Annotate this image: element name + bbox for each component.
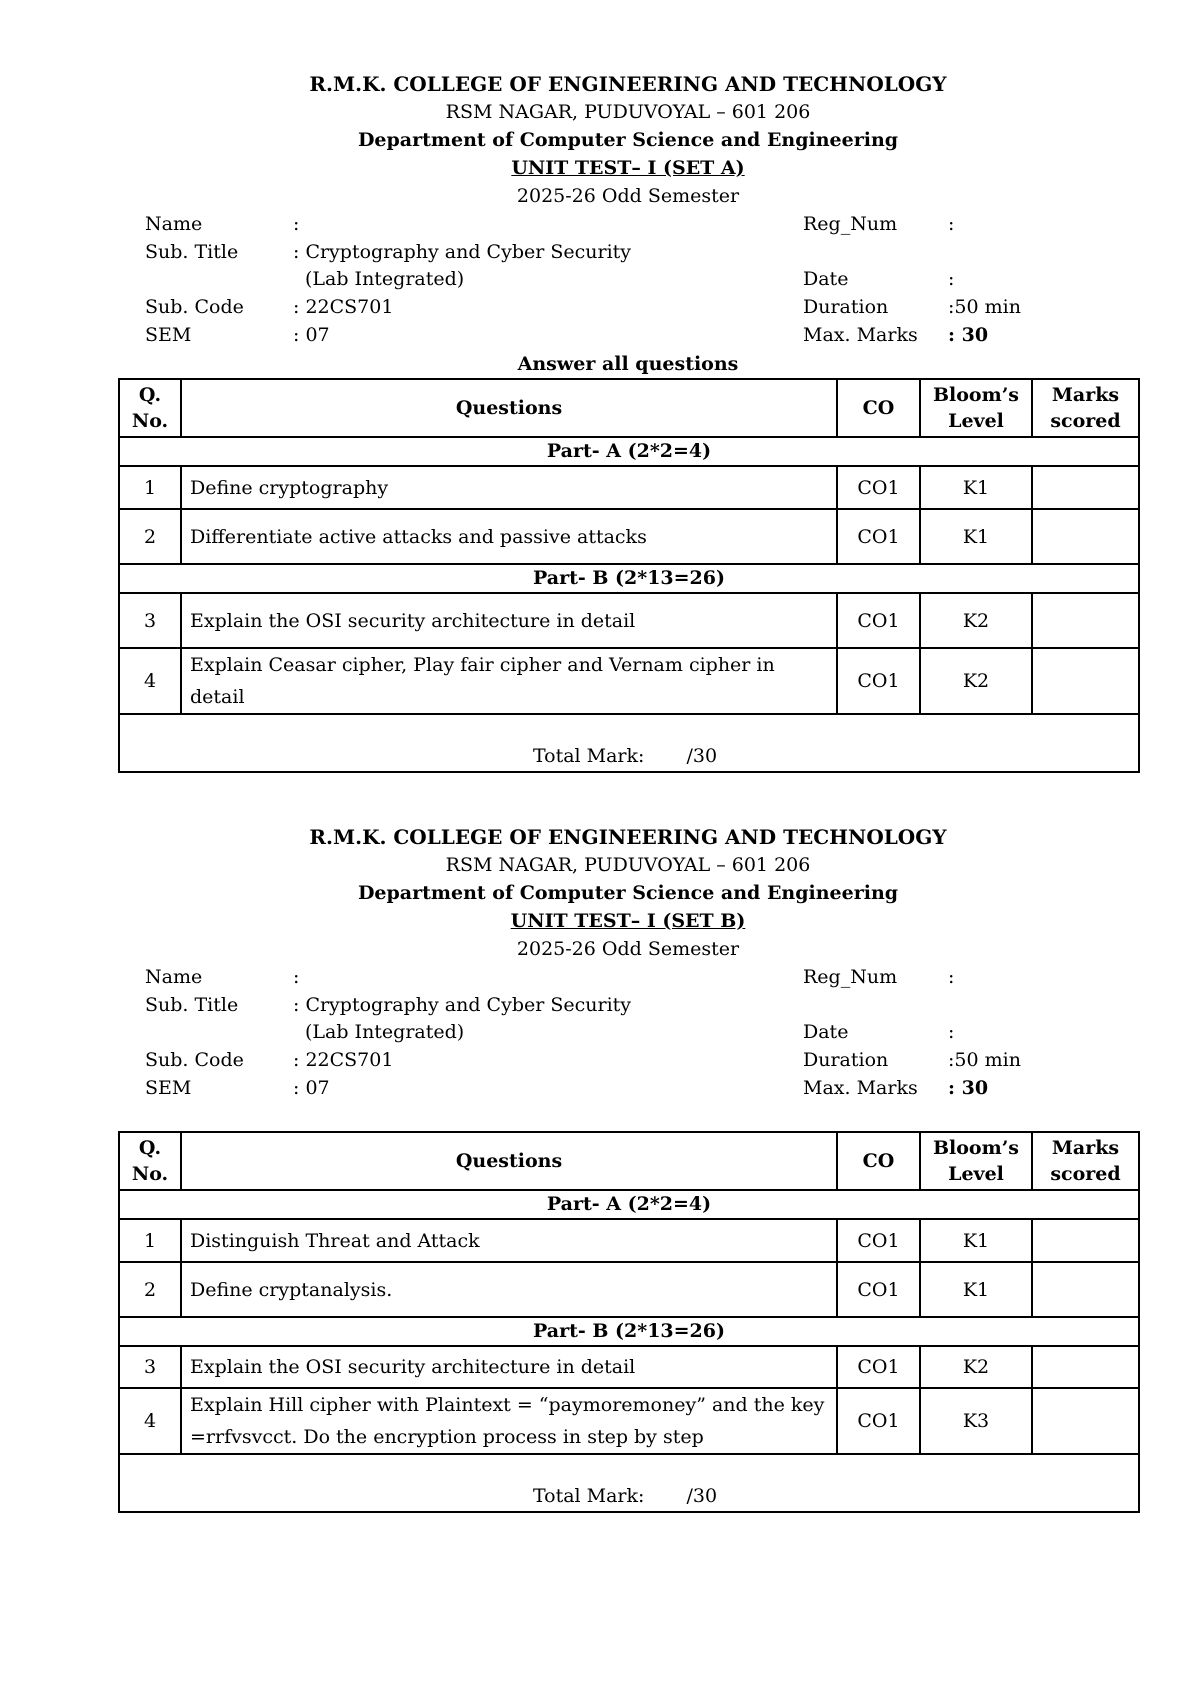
- part-b-label: Part- B (2*13=26): [119, 1317, 1139, 1346]
- blooms-level: K2: [920, 593, 1032, 648]
- max-marks-label: Max. Marks: [803, 324, 918, 346]
- course-outcome: CO1: [837, 509, 920, 564]
- col-blooms-header: Bloom’s Level: [920, 379, 1032, 437]
- blooms-level: K2: [920, 1346, 1032, 1388]
- part-b-row: [119, 564, 1139, 593]
- question-text: Explain Ceasar cipher, Play fair cipher and Vernam cipher in detail: [181, 648, 837, 714]
- table-row: [119, 509, 1139, 564]
- question-number: 2: [119, 509, 181, 564]
- course-outcome: CO1: [837, 1346, 920, 1388]
- sub-title-value-line2: (Lab Integrated): [305, 1021, 465, 1043]
- marks-scored-cell[interactable]: [1032, 593, 1139, 648]
- total-row: [119, 714, 1139, 772]
- marks-scored-cell[interactable]: [1032, 1262, 1139, 1317]
- question-text: Differentiate active attacks and passive attacks: [181, 509, 837, 564]
- college-address: RSM NAGAR, PUDUVOYAL – 601 206: [445, 854, 811, 876]
- question-number: 1: [119, 466, 181, 509]
- exam-details: [118, 210, 1138, 350]
- question-text: Define cryptography: [181, 466, 837, 509]
- sub-code-label: Sub. Code: [145, 1049, 244, 1071]
- table-row: [119, 1262, 1139, 1317]
- total-mark-label: Total Mark:: [532, 745, 645, 767]
- sem-value: : 07: [293, 324, 330, 346]
- course-outcome: CO1: [837, 1388, 920, 1454]
- name-label: Name: [145, 213, 203, 235]
- col-questions-header: Questions: [181, 379, 837, 437]
- question-paper-set-a: [118, 70, 1138, 773]
- table-header-row: [119, 1132, 1139, 1190]
- course-outcome: CO1: [837, 593, 920, 648]
- date-value: :: [948, 268, 955, 290]
- department-name: Department of Computer Science and Engineering: [357, 882, 899, 904]
- question-number: 4: [119, 648, 181, 714]
- name-label: Name: [145, 966, 203, 988]
- duration-value: :50 min: [948, 1049, 1021, 1071]
- question-text: Define cryptanalysis.: [181, 1262, 837, 1317]
- test-title: UNIT TEST– I (SET A): [511, 157, 745, 179]
- paper-header: [118, 823, 1138, 963]
- table-header-row: [119, 379, 1139, 437]
- sub-code-label: Sub. Code: [145, 296, 244, 318]
- col-co-header: CO: [837, 1132, 920, 1190]
- question-number: 1: [119, 1219, 181, 1262]
- marks-scored-cell[interactable]: [1032, 466, 1139, 509]
- sub-title-value: : Cryptography and Cyber Security: [293, 241, 632, 263]
- blooms-level: K1: [920, 466, 1032, 509]
- marks-scored-cell[interactable]: [1032, 1219, 1139, 1262]
- table-row: [119, 1346, 1139, 1388]
- question-text: Explain Hill cipher with Plaintext = “paymoremoney” and the key =rrfvsvcct. Do the encryption process in step by step: [181, 1388, 837, 1454]
- sem-value: : 07: [293, 1077, 330, 1099]
- blooms-level: K1: [920, 1219, 1032, 1262]
- question-text: Explain the OSI security architecture in detail: [181, 1346, 837, 1388]
- blooms-level: K2: [920, 648, 1032, 714]
- blooms-level: K1: [920, 1262, 1032, 1317]
- marks-scored-cell[interactable]: [1032, 1388, 1139, 1454]
- sub-code-value: : 22CS701: [293, 1049, 394, 1071]
- part-b-label: Part- B (2*13=26): [119, 564, 1139, 593]
- questions-table: [118, 1131, 1140, 1513]
- marks-scored-cell[interactable]: [1032, 509, 1139, 564]
- duration-value: :50 min: [948, 296, 1021, 318]
- instruction: Answer all questions: [517, 353, 739, 375]
- sub-title-label: Sub. Title: [145, 994, 239, 1016]
- question-number: 2: [119, 1262, 181, 1317]
- part-a-row: [119, 1190, 1139, 1219]
- date-value: :: [948, 1021, 955, 1043]
- total-mark-value: /30: [686, 745, 718, 767]
- max-marks-value: : 30: [948, 1077, 989, 1099]
- total-cell: [119, 714, 1139, 772]
- col-marks-header: Marks scored: [1032, 1132, 1139, 1190]
- college-name: R.M.K. COLLEGE OF ENGINEERING AND TECHNOLOGY: [309, 825, 947, 849]
- question-number: 4: [119, 1388, 181, 1454]
- date-label: Date: [803, 1021, 849, 1043]
- table-row: [119, 1388, 1139, 1454]
- department-name: Department of Computer Science and Engineering: [357, 129, 899, 151]
- col-co-header: CO: [837, 379, 920, 437]
- total-cell: [119, 1454, 1139, 1512]
- total-row: [119, 1454, 1139, 1512]
- table-row: [119, 1219, 1139, 1262]
- col-blooms-header: Bloom’s Level: [920, 1132, 1032, 1190]
- test-title: UNIT TEST– I (SET B): [510, 910, 746, 932]
- paper-header: [118, 70, 1138, 210]
- col-questions-header: Questions: [181, 1132, 837, 1190]
- question-text: Distinguish Threat and Attack: [181, 1219, 837, 1262]
- course-outcome: CO1: [837, 466, 920, 509]
- sub-title-value-line2: (Lab Integrated): [305, 268, 465, 290]
- question-number: 3: [119, 1346, 181, 1388]
- table-row: [119, 648, 1139, 714]
- marks-scored-cell[interactable]: [1032, 1346, 1139, 1388]
- blooms-level: K1: [920, 509, 1032, 564]
- semester-label: 2025-26 Odd Semester: [516, 938, 740, 960]
- sub-code-value: : 22CS701: [293, 296, 394, 318]
- col-qno-header: Q. No.: [119, 379, 181, 437]
- reg-num-value: :: [948, 213, 955, 235]
- spacer: [118, 1103, 1138, 1131]
- question-number: 3: [119, 593, 181, 648]
- sem-label: SEM: [145, 1077, 192, 1099]
- exam-details: [118, 963, 1138, 1103]
- question-text: Explain the OSI security architecture in detail: [181, 593, 837, 648]
- duration-label: Duration: [803, 1049, 889, 1071]
- sem-label: SEM: [145, 324, 192, 346]
- sub-title-label: Sub. Title: [145, 241, 239, 263]
- reg-num-label: Reg_Num: [803, 966, 898, 988]
- duration-label: Duration: [803, 296, 889, 318]
- col-qno-header: Q. No.: [119, 1132, 181, 1190]
- name-value: :: [293, 966, 300, 988]
- blooms-level: K3: [920, 1388, 1032, 1454]
- marks-scored-cell[interactable]: [1032, 648, 1139, 714]
- part-a-label: Part- A (2*2=4): [119, 437, 1139, 466]
- part-b-row: [119, 1317, 1139, 1346]
- total-mark-value: /30: [686, 1485, 718, 1507]
- course-outcome: CO1: [837, 648, 920, 714]
- question-paper-set-b: [118, 823, 1138, 1513]
- total-mark-label: Total Mark:: [532, 1485, 645, 1507]
- college-name: R.M.K. COLLEGE OF ENGINEERING AND TECHNOLOGY: [309, 72, 947, 96]
- course-outcome: CO1: [837, 1262, 920, 1317]
- course-outcome: CO1: [837, 1219, 920, 1262]
- table-row: [119, 466, 1139, 509]
- max-marks-label: Max. Marks: [803, 1077, 918, 1099]
- reg-num-value: :: [948, 966, 955, 988]
- col-marks-header: Marks scored: [1032, 379, 1139, 437]
- sub-title-value: : Cryptography and Cyber Security: [293, 994, 632, 1016]
- semester-label: 2025-26 Odd Semester: [516, 185, 740, 207]
- date-label: Date: [803, 268, 849, 290]
- part-a-label: Part- A (2*2=4): [119, 1190, 1139, 1219]
- part-a-row: [119, 437, 1139, 466]
- college-address: RSM NAGAR, PUDUVOYAL – 601 206: [445, 101, 811, 123]
- questions-table: [118, 378, 1140, 773]
- table-row: [119, 593, 1139, 648]
- name-value: :: [293, 213, 300, 235]
- reg-num-label: Reg_Num: [803, 213, 898, 235]
- max-marks-value: : 30: [948, 324, 989, 346]
